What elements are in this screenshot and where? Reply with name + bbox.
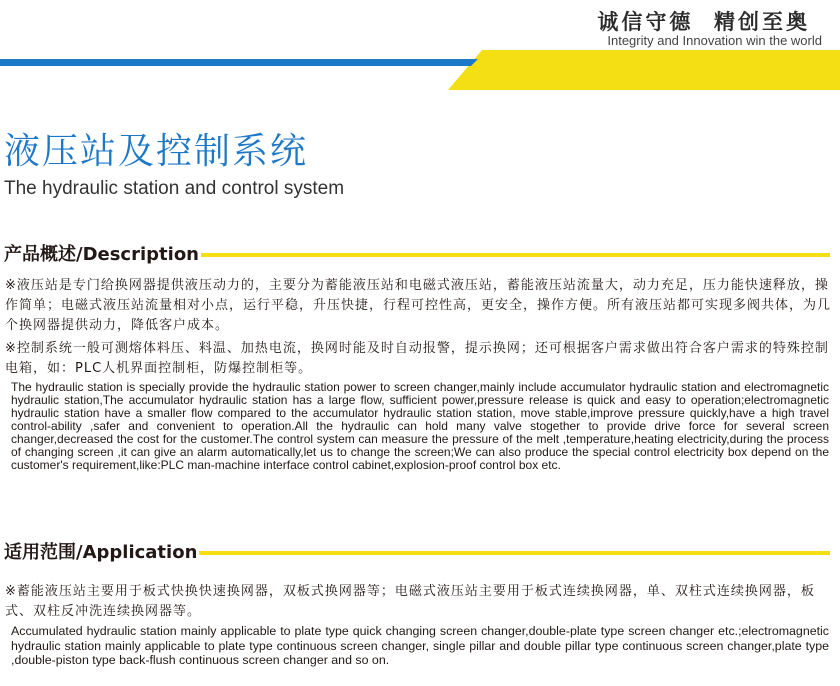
description-cn-para-2: ※控制系统一般可测熔体料压、料温、加热电流，换网时能及时自动报警，提示换网；还可根据客户需求做出符合客户需求的特殊控制电箱，如：PLC人机界面控制柜，防爆控制柜等。 <box>5 341 829 376</box>
application-en-text: Accumulated hydraulic station mainly applicable to plate type quick changing screen changer,double-plate type screen changer etc.;electromagnetic hydraulic station mainly applicable to plate type continuous screen changer, single pillar and double pillar type continuous screen changer,plate type ,double-piston type back-flush continuous screen changer and so on. <box>11 624 829 667</box>
slogan-en: Integrity and Innovation win the world <box>607 33 822 48</box>
section-title-application: 适用范围/Application <box>4 542 198 563</box>
description-en-text: The hydraulic station is specially provide the hydraulic station power to screen changer,mainly include accumulator hydraulic station and electromagnetic hydraulic station,The accumulator hydraulic station has a large flow, sufficient power,pressure release is quick and easy to operation;electromagnetic hydraulic station have a smaller flow compared to the accumulator hydraulic station station, move stable,improve pressure quickly,have a high travel control-ability ,safer and convenient to operation.All the hydraulic can hold many valve stogether to provide drive force for several screen changer,decreased the cost for the customer.The control system can measure the pressure of the melt ,temperature,heating electricity,during the process of changing screen ,it can give an alarm automatically,let us to change the screen;We can also produce the special control electricity box depend on the customer's requirement,like:PLC man-machine interface control cabinet,explosion-proof control box etc. <box>11 380 829 472</box>
section-title-description: 产品概述/Description <box>4 244 199 265</box>
section-header-description <box>4 238 830 268</box>
page-title-en: The hydraulic station and control system <box>4 178 345 199</box>
section-divider-line <box>201 253 830 257</box>
yellow-stripe <box>448 50 840 90</box>
blue-stripe <box>0 59 478 66</box>
application-cn-para: ※蓄能液压站主要用于板式快换快速换网器，双板式换网器等；电磁式液压站主要用于板式连续换网器，单、双柱式连续换网器，板式、双柱反冲洗连续换网器等。 <box>5 584 815 619</box>
description-cn-para-1: ※液压站是专门给换网器提供液压动力的，主要分为蓄能液压站和电磁式液压站，蓄能液压站流量大，动力充足，压力能快速释放，操作简单；电磁式液压站流量相对小点，运行平稳，升压快捷，行程可控性高，更安全，操作方便。所有液压站都可实现多阀共体，为几个换网器提供动力，降低客户成本。 <box>5 278 832 333</box>
section-header-application <box>4 536 830 566</box>
slogan-cn: 诚信守德 精创至奥 <box>597 9 810 34</box>
section-divider-line <box>199 551 830 555</box>
header-stripe-band <box>0 50 840 94</box>
page-title-cn: 液压站及控制系统 <box>4 131 309 172</box>
